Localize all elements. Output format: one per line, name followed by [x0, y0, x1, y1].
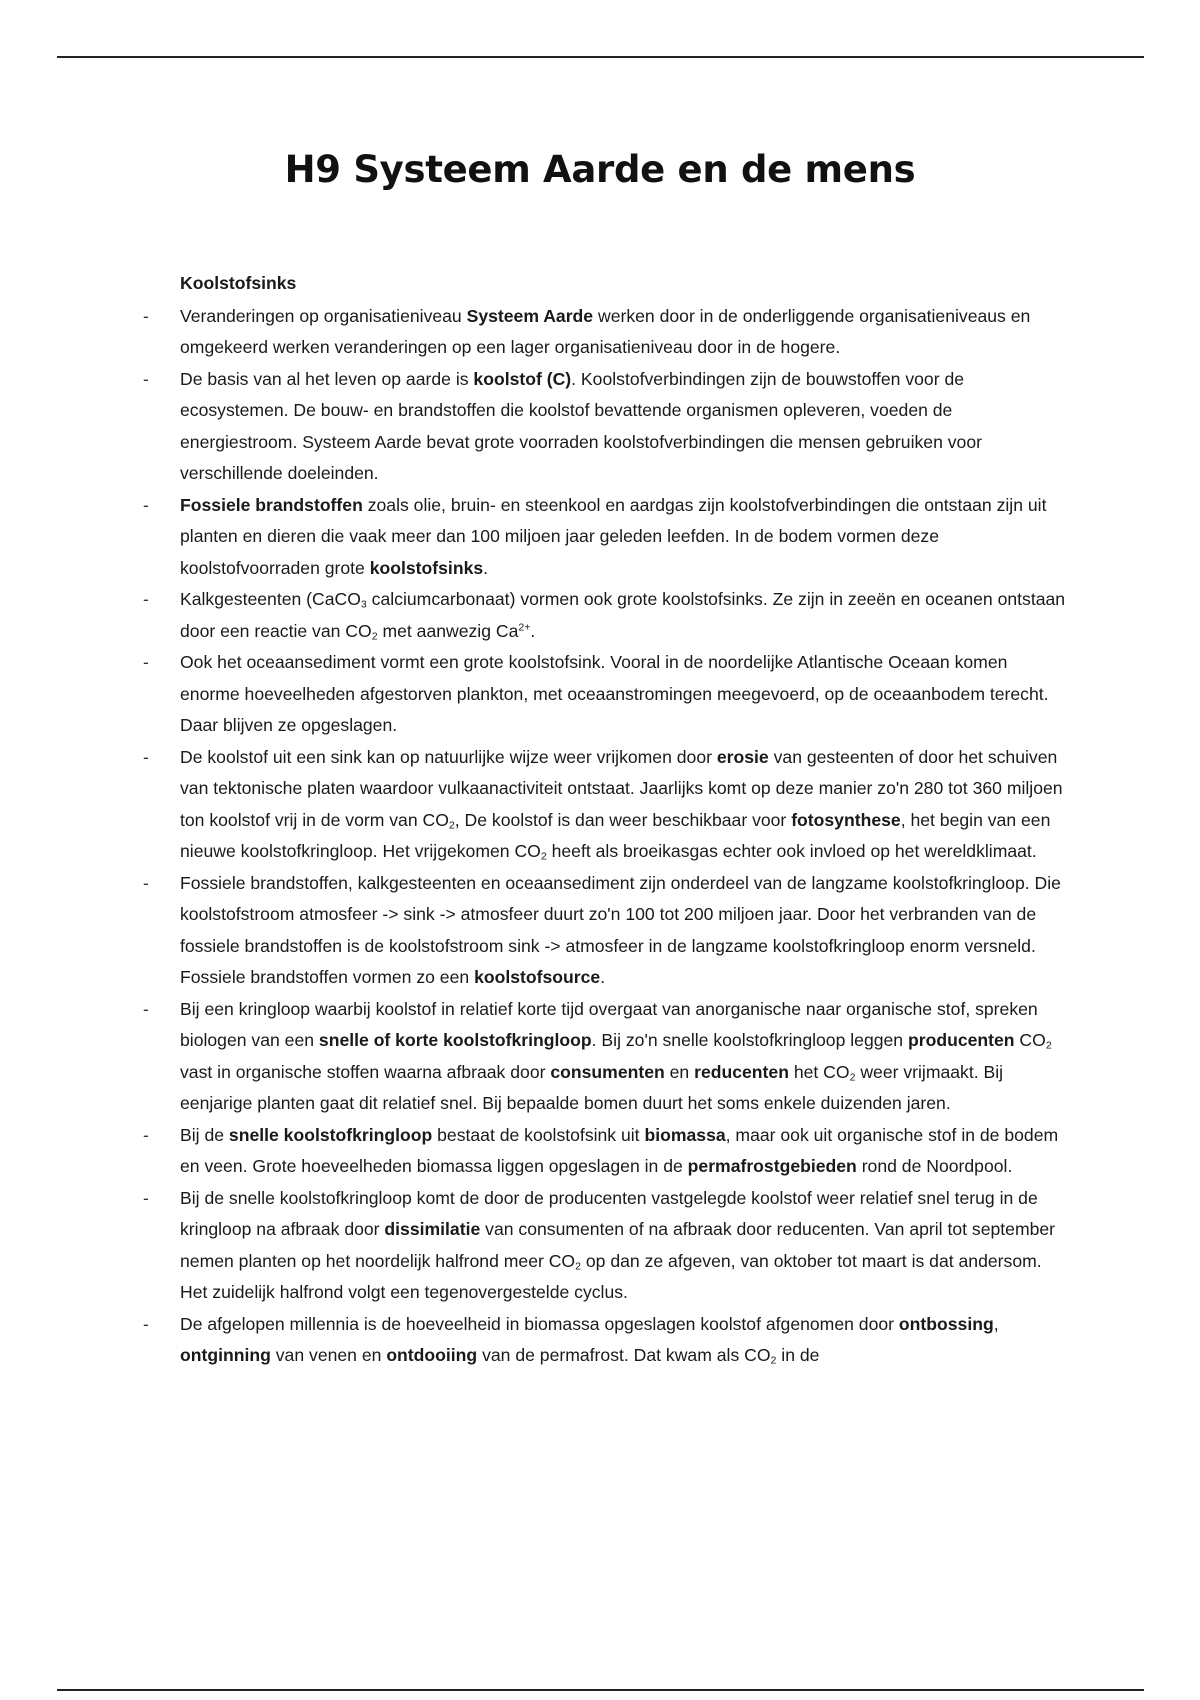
- bullet-item: [180, 994, 1070, 1120]
- bold-term: snelle of korte koolstofkringloop: [318, 1030, 592, 1050]
- text-run: Bij de: [180, 1124, 229, 1145]
- text-run: werken door in de onderliggende organisatieniveaus en omgekeerd werken veranderingen op een lager organisatieniveau door in de hogere.: [180, 305, 1031, 357]
- text-run: met aanwezig Ca: [377, 620, 519, 641]
- bold-term: snelle koolstofkringloop: [228, 1124, 433, 1145]
- text-run: De koolstof uit een sink kan op natuurlijke wijze weer vrijkomen door: [180, 746, 717, 767]
- text-run: Bij een kringloop waarbij koolstof in relatief korte tijd overgaat van anorganische naar organische stof, spreken biologen van een: [180, 998, 1038, 1050]
- subscript: 2: [575, 1260, 581, 1273]
- text-run: , maar ook uit organische stof in de bodem en veen. Grote hoeveelheden biomassa liggen opgeslagen in de: [180, 1124, 1059, 1176]
- text-run: Veranderingen op organisatieniveau: [180, 305, 467, 326]
- text-run: CO: [1014, 1030, 1046, 1050]
- text-run: ,: [993, 1313, 999, 1334]
- bullet-item: [180, 364, 1070, 490]
- text-run: vast in organische stoffen waarna afbraak door: [180, 1061, 551, 1082]
- bullet-item: [180, 301, 1070, 364]
- superscript: 2+: [518, 621, 531, 634]
- text-run: De afgelopen millennia is de hoeveelheid in biomassa opgeslagen koolstof afgenomen door: [180, 1313, 899, 1334]
- text-run: Ook het oceaansediment vormt een grote koolstofsink. Vooral in de noordelijke Atlantische Oceaan komen enorme hoeveelheden afgestorven plankton, met oceaanstromingen meegevoerd, op de oceaanbodem terecht. Daar blijven ze opgeslagen.: [180, 652, 1049, 735]
- text-run: zoals olie, bruin- en steenkool en aardgas zijn koolstofverbindingen die ontstaan zijn uit planten en dieren die vaak meer dan 100 miljoen jaar geleden leefden. In de bodem vormen deze koolstofvoorraden grote: [180, 494, 1047, 578]
- text-run: Fossiele brandstoffen, kalkgesteenten en oceaansediment zijn onderdeel van de langzame koolstofkringloop. Die koolstofstroom atmosfeer -> sink -> atmosfeer duurt zo'n 100 tot 200 miljoen jaar. Door het verbranden van de fossiele brandstoffen is de koolstofstroom sink -> atmosfeer in de langzame koolstofkringloop enorm versneld. Fossiele brandstoffen vormen zo een: [180, 872, 1061, 987]
- bullet-item: [180, 647, 1070, 742]
- subscript: 2: [849, 1071, 856, 1084]
- bullet-item: [180, 1120, 1070, 1183]
- subscript: 2: [1045, 1039, 1052, 1052]
- text-run: het CO: [788, 1061, 850, 1082]
- bold-term: erosie: [716, 746, 769, 767]
- text-run: weer vrijmaakt. Bij eenjarige planten gaat dit relatief snel. Bij bepaalde bomen duurt het soms enkele duizenden jaren.: [180, 1061, 1004, 1113]
- subscript: 2: [371, 630, 378, 643]
- bold-term: fotosynthese: [791, 809, 901, 830]
- bold-term: reducenten: [694, 1061, 789, 1082]
- bullet-item: [180, 868, 1070, 994]
- bold-term: koolstof (C): [473, 368, 572, 389]
- text-run: , het begin van een nieuwe koolstofkringloop. Het vrijgekomen CO: [180, 809, 1051, 861]
- text-run: van gesteenten of door het schuiven van tektonische platen waardoor vulkaanactiviteit ontstaat. Jaarlijks komt op deze manier zo'n 280 tot 360 miljoen ton koolstof vrij in de vorm van CO: [180, 746, 1063, 830]
- text-run: calciumcarbonaat) vormen ook grote koolstofsinks. Ze zijn in zeeën en oceanen ontstaan door een reactie van CO: [180, 589, 1066, 641]
- bullet-item: [180, 1183, 1070, 1309]
- text-run: op dan ze afgeven, van oktober tot maart is dat andersom. Het zuidelijk halfrond volgt een tegenovergestelde cyclus.: [180, 1250, 1042, 1302]
- text-run: . Bij zo'n snelle koolstofkringloop leggen: [591, 1030, 908, 1050]
- bold-term: koolstofsource: [474, 967, 601, 987]
- text-run: in de: [776, 1345, 820, 1365]
- text-run: van venen en: [270, 1345, 387, 1365]
- bullet-item: [180, 584, 1070, 647]
- bold-term: ontginning: [180, 1345, 271, 1365]
- subscript: 2: [448, 819, 455, 832]
- subscript: 2: [540, 850, 547, 863]
- bold-term: producenten: [907, 1030, 1015, 1050]
- bullet-item: [180, 490, 1070, 585]
- bottom-rule: [57, 1689, 1144, 1691]
- bold-term: ontbossing: [898, 1313, 994, 1334]
- bold-term: biomassa: [644, 1124, 726, 1145]
- text-run: , De koolstof is dan weer beschikbaar voor: [454, 809, 792, 830]
- bold-term: dissimilatie: [384, 1219, 481, 1239]
- text-run: .: [600, 967, 606, 987]
- text-run: bestaat de koolstofsink uit: [432, 1124, 645, 1145]
- bold-term: permafrostgebieden: [687, 1156, 857, 1176]
- text-run: Bij de snelle koolstofkringloop komt de door de producenten vastgelegde koolstof weer relatief snel terug in de kringloop na afbraak door: [180, 1187, 1038, 1239]
- bold-term: koolstofsinks: [369, 557, 484, 578]
- text-run: van consumenten of na afbraak door reducenten. Van april tot september nemen planten op het noordelijk halfrond meer CO: [180, 1219, 1056, 1271]
- bold-term: Systeem Aarde: [466, 305, 594, 326]
- bold-term: ontdooiing: [386, 1345, 478, 1365]
- document-body: [180, 268, 1070, 1372]
- text-run: en: [664, 1061, 695, 1082]
- text-run: . Koolstofverbindingen zijn de bouwstoffen voor de ecosystemen. De bouw- en brandstoffen die koolstof bevattende organismen opleveren, voeden de energiestroom. Systeem Aarde bevat grote voorraden koolstofverbindingen die mensen gebruiken voor verschillende doeleinden.: [180, 368, 982, 483]
- top-rule: [57, 56, 1144, 58]
- bullet-item: [180, 742, 1070, 868]
- text-run: De basis van al het leven op aarde is: [180, 368, 474, 389]
- bullet-item: [180, 1309, 1070, 1372]
- bold-term: consumenten: [550, 1061, 665, 1082]
- bullet-list: [180, 301, 1070, 1372]
- section-heading: Koolstofsinks: [180, 273, 297, 293]
- text-run: .: [483, 557, 489, 578]
- subscript: 3: [360, 598, 367, 611]
- text-run: Kalkgesteenten (CaCO: [180, 589, 361, 609]
- text-run: heeft als broeikasgas echter ook invloed op het wereldklimaat.: [546, 841, 1037, 861]
- subscript: 2: [770, 1354, 777, 1367]
- text-run: .: [530, 620, 536, 641]
- page-title: H9 Systeem Aarde en de mens: [284, 148, 916, 191]
- text-run: rond de Noordpool.: [856, 1156, 1013, 1176]
- bold-term: Fossiele brandstoffen: [180, 494, 363, 515]
- text-run: van de permafrost. Dat kwam als CO: [477, 1345, 771, 1365]
